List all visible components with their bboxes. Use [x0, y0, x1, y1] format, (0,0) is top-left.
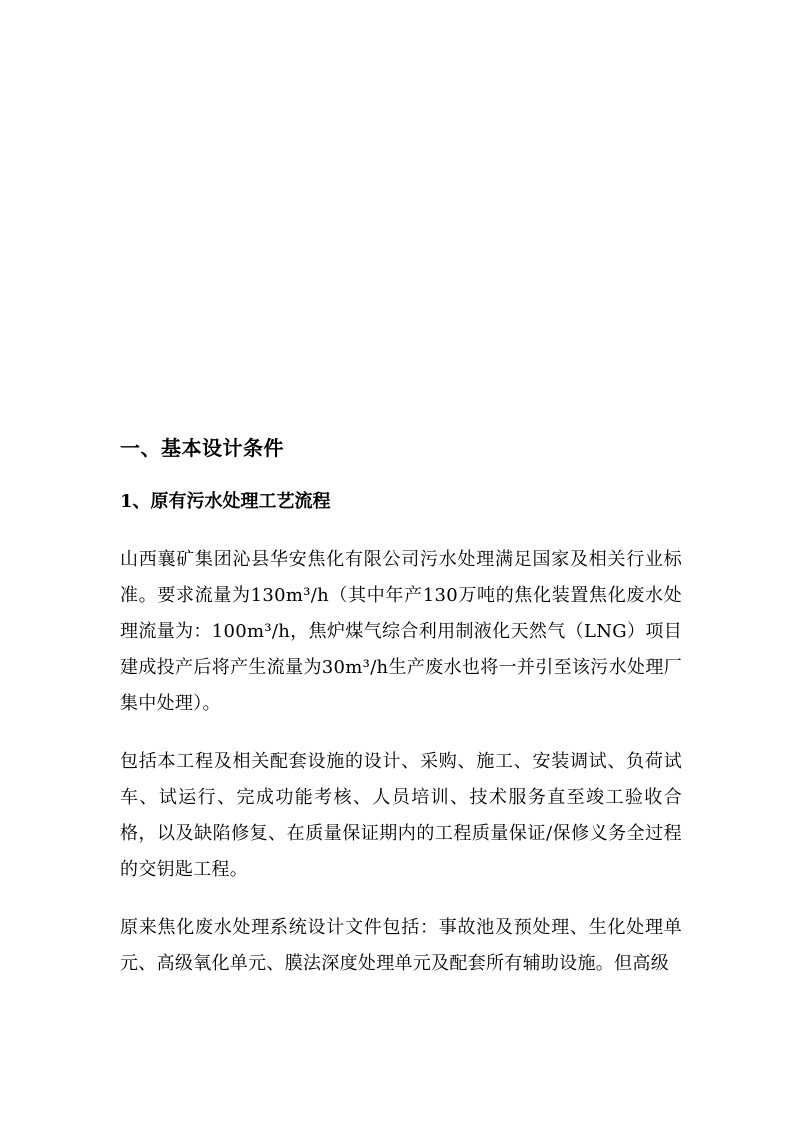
paragraph-flow-requirements: 山西襄矿集团沁县华安焦化有限公司污水处理满足国家及相关行业标准。要求流量为130m³/h（其中年产130万吨的焦化装置焦化废水处理流量为：100m³/h，焦炉煤气综合利用制液化天然气（LNG）项目建成投产后将产生流量为30m³/h生产废水也将一并引至该污水处理厂集中处理）。 [120, 549, 682, 714]
paragraph-project-scope: 包括本工程及相关配套设施的设计、采购、施工、安装调试、负荷试车、试运行、完成功能考核、人员培训、技术服务直至竣工验收合格，以及缺陷修复、在质量保证期内的工程质量保证/保修义务全过程的交钥匙工程。 [120, 751, 682, 880]
subsection-title: 1、原有污水处理工艺流程 [120, 491, 331, 512]
section-title: 一、基本设计条件 [120, 436, 284, 460]
paragraph-design-documents: 原来焦化废水处理系统设计文件包括：事故池及预处理、生化处理单元、高级氧化单元、膜法深度处理单元及配套所有辅助设施。但高级 [120, 917, 682, 974]
document-body [120, 430, 682, 982]
